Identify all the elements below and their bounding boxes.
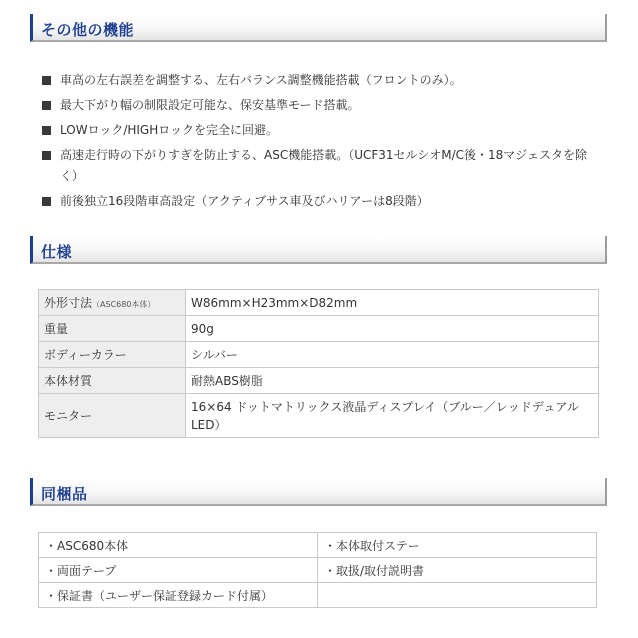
bundle-item: ・ASC680本体 (39, 533, 318, 558)
bundle-row (39, 558, 597, 583)
spec-value: シルバー (186, 342, 599, 368)
features-list (42, 70, 602, 216)
spec-key: ボディーカラー (39, 342, 186, 368)
bundle-section-header (30, 478, 607, 506)
spec-row (39, 316, 599, 342)
feature-item: 前後独立16段階車高設定（アクティブサス車及びハリアーは8段階） (42, 191, 602, 212)
spec-value: W86mm×H23mm×D82mm (186, 290, 599, 316)
spec-row (39, 342, 599, 368)
feature-item: 高速走行時の下がりすぎを防止する、ASC機能搭載。（UCF31セルシオM/C後・18マジェスタを除く） (42, 145, 602, 187)
feature-item: 車高の左右誤差を調整する、左右バランス調整機能搭載（フロントのみ）。 (42, 70, 602, 91)
spec-table (38, 289, 599, 438)
spec-key: 外形寸法（ASC680本体） (39, 290, 186, 316)
spec-key: 本体材質 (39, 368, 186, 394)
square-bullet-icon (42, 76, 51, 85)
bundle-item (318, 583, 597, 608)
features-section-header (30, 14, 607, 42)
bundle-section-title: 同梱品 (41, 485, 88, 503)
feature-item: LOWロック/HIGHロックを完全に回避。 (42, 120, 602, 141)
spec-value: 90g (186, 316, 599, 342)
features-section-title: その他の機能 (41, 21, 135, 39)
spec-key: 重量 (39, 316, 186, 342)
square-bullet-icon (42, 126, 51, 135)
spec-value: 耐熱ABS樹脂 (186, 368, 599, 394)
specs-section-header (30, 236, 607, 264)
square-bullet-icon (42, 151, 51, 160)
feature-item: 最大下がり幅の制限設定可能な、保安基準モード搭載。 (42, 95, 602, 116)
bundle-item: ・本体取付ステー (318, 533, 597, 558)
spec-row (39, 394, 599, 438)
square-bullet-icon (42, 197, 51, 206)
square-bullet-icon (42, 101, 51, 110)
spec-row (39, 368, 599, 394)
spec-value: 16×64 ドットマトリックス液晶ディスプレイ（ブルー／レッドデュアルLED） (186, 394, 599, 438)
bundle-table (38, 532, 597, 608)
bundle-item: ・取扱/取付説明書 (318, 558, 597, 583)
bundle-row (39, 583, 597, 608)
bundle-row (39, 533, 597, 558)
bundle-item: ・保証書（ユーザー保証登録カード付属） (39, 583, 318, 608)
spec-row (39, 290, 599, 316)
spec-key: モニター (39, 394, 186, 438)
specs-section-title: 仕様 (41, 243, 73, 261)
bundle-item: ・両面テープ (39, 558, 318, 583)
